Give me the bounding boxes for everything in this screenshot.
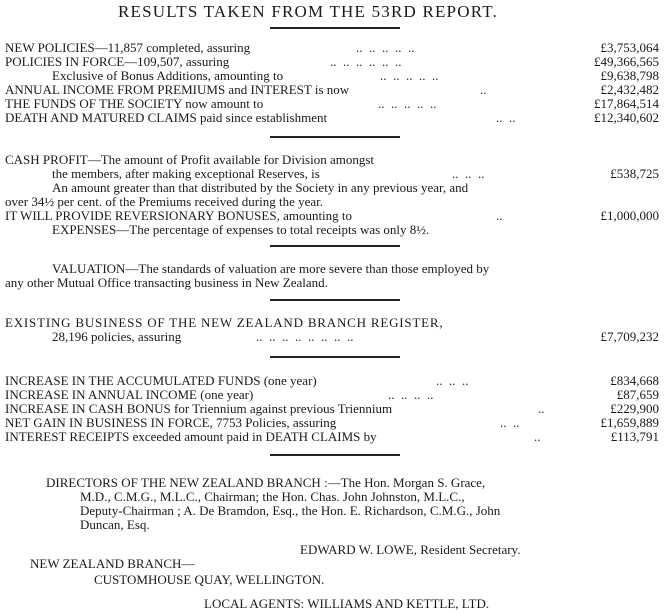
summary-row-amount: £12,340,602 <box>594 110 659 125</box>
summary-row-leader: .. .. .. .. .. <box>378 96 437 111</box>
cash-profit-amount: £538,725 <box>610 166 659 181</box>
summary-row-leader: .. .. .. .. .. <box>380 68 439 83</box>
expenses-text: EXPENSES—The percentage of expenses to total receipts was only 8½. <box>52 222 430 237</box>
nz-register-line: 28,196 policies, assuring <box>52 329 182 344</box>
divider <box>270 454 400 456</box>
summary-row-label: Exclusive of Bonus Additions, amounting to <box>52 68 284 83</box>
cash-profit-line: the members, after making exceptional Reserves, is <box>52 166 320 181</box>
summary-row-label: POLICIES IN FORCE—109,507, assuring <box>5 54 230 69</box>
directors-line: DIRECTORS OF THE NEW ZEALAND BRANCH :—The Hon. Morgan S. Grace, <box>46 475 486 490</box>
summary-row-label: ANNUAL INCOME FROM PREMIUMS and INTEREST is now <box>5 82 350 97</box>
summary-row-amount: £17,864,514 <box>594 96 659 111</box>
increase-row-leader: .. <box>538 401 545 416</box>
summary-row-label: NEW POLICIES—11,857 completed, assuring <box>5 40 251 55</box>
cash-profit-line: over 34½ per cent. of the Premiums received during the year. <box>5 194 324 209</box>
directors-line: Duncan, Esq. <box>80 517 150 532</box>
local-agents: LOCAL AGENTS: WILLIAMS AND KETTLE, LTD. <box>204 596 490 611</box>
increase-row-leader: .. <box>534 429 541 444</box>
report-title: RESULTS TAKEN FROM THE 53RD REPORT. <box>118 2 498 21</box>
cash-profit-line: An amount greater than that distributed by the Society in any previous year, and <box>52 180 469 195</box>
directors-line: Deputy-Chairman ; A. De Bramdon, Esq., the Hon. E. Richardson, C.M.G., John <box>80 503 501 518</box>
valuation-line: VALUATION—The standards of valuation are more severe than those employed by <box>52 261 490 276</box>
increase-row-amount: £229,900 <box>610 401 659 416</box>
increase-row-label: INTEREST RECEIPTS exceeded amount paid in DEATH CLAIMS by <box>5 429 377 444</box>
divider <box>270 136 400 138</box>
summary-row-amount: £3,753,064 <box>600 40 659 55</box>
summary-row-leader: .. <box>480 82 487 97</box>
summary-row-amount: £9,638,798 <box>600 68 659 83</box>
summary-row-amount: £49,366,565 <box>594 54 659 69</box>
nz-register-leader: .. .. .. .. .. .. .. .. <box>256 329 354 344</box>
summary-row-leader: .. .. .. .. .. <box>356 40 415 55</box>
directors-line: M.D., C.M.G., M.L.C., Chairman; the Hon. Chas. John Johnston, M.L.C., <box>80 489 465 504</box>
increase-row-label: INCREASE IN THE ACCUMULATED FUNDS (one year) <box>5 373 317 388</box>
summary-row-leader: .. .. .. .. .. .. <box>330 54 402 69</box>
increase-row-label: NET GAIN IN BUSINESS IN FORCE, 7753 Policies, assuring <box>5 415 337 430</box>
divider <box>270 299 400 301</box>
cash-profit-leader: .. .. .. <box>452 166 485 181</box>
divider <box>270 245 400 247</box>
resident-secretary: EDWARD W. LOWE, Resident Secretary. <box>300 542 521 557</box>
summary-row-label: DEATH AND MATURED CLAIMS paid since establishment <box>5 110 328 125</box>
divider <box>270 356 400 358</box>
bonuses-leader: .. <box>496 208 503 223</box>
summary-row-label: THE FUNDS OF THE SOCIETY now amount to <box>5 96 264 111</box>
increase-row-leader: .. .. .. <box>436 373 469 388</box>
increase-row-label: INCREASE IN CASH BONUS for Triennium against previous Triennium <box>5 401 393 416</box>
branch-heading: NEW ZEALAND BRANCH— <box>30 556 195 571</box>
increase-row-amount: £1,659,889 <box>600 415 659 430</box>
increase-row-amount: £113,791 <box>610 429 659 444</box>
valuation-line: any other Mutual Office transacting business in New Zealand. <box>5 275 328 290</box>
branch-address: CUSTOMHOUSE QUAY, WELLINGTON. <box>94 572 325 587</box>
increase-row-amount: £87,659 <box>616 387 659 402</box>
nz-register-heading: EXISTING BUSINESS OF THE NEW ZEALAND BRANCH REGISTER, <box>5 315 444 330</box>
bonuses-label: IT WILL PROVIDE REVERSIONARY BONUSES, amounting to <box>5 208 353 223</box>
increase-row-amount: £834,668 <box>610 373 659 388</box>
increase-row-leader: .. .. <box>500 415 520 430</box>
nz-register-amount: £7,709,232 <box>600 329 659 344</box>
bonuses-amount: £1,000,000 <box>600 208 659 223</box>
summary-row-leader: .. .. <box>496 110 516 125</box>
increase-row-label: INCREASE IN ANNUAL INCOME (one year) <box>5 387 254 402</box>
divider <box>270 27 400 29</box>
increase-row-leader: .. .. .. .. <box>388 387 434 402</box>
summary-row-amount: £2,432,482 <box>600 82 659 97</box>
cash-profit-line: CASH PROFIT—The amount of Profit available for Division amongst <box>5 152 375 167</box>
